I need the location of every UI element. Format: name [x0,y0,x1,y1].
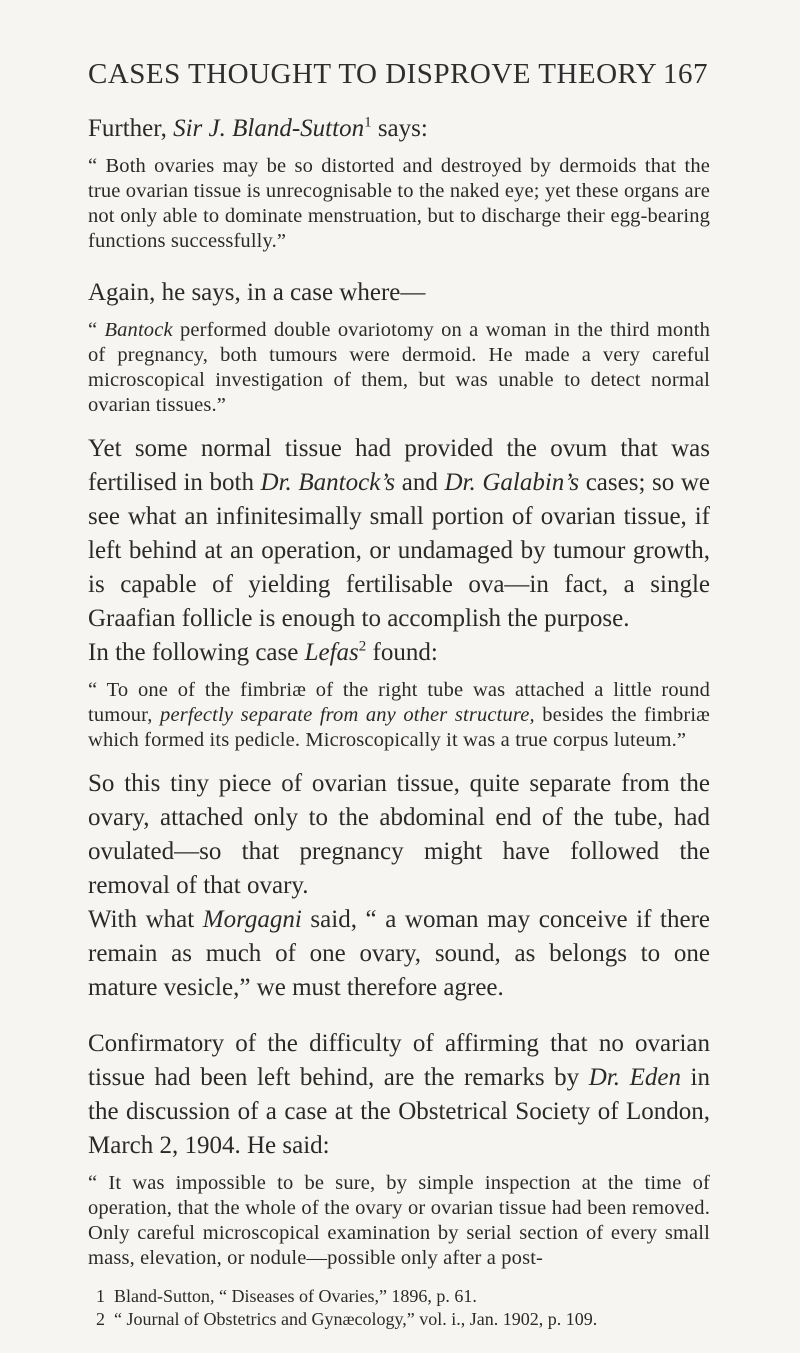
quote-1: “ Both ovaries may be so distorted and destroyed by dermoids that the true ovarian tissue is unrecognisable to the naked eye; yet these organs are not only able to dominate menstruation, but to discharge their egg-bearing functions successfully.” [88,155,710,252]
footnote-ref-1: 1 [364,114,372,131]
paragraph-5: So this tiny piece of ovarian tissue, quite separate from the ovary, attached only to the abdominal end of the tube, had ovulated—so that pregnancy might have followed the removal of that ovary. [88,770,710,899]
footnote-2: 2 “ Journal of Obstetrics and Gynæcology,” vol. i., Jan. 1902, p. 109. [96,1309,598,1329]
footnote-1: 1 Bland-Sutton, “ Diseases of Ovaries,” 1896, p. 61. [96,1286,477,1306]
footnotes [88,1285,710,1331]
paragraph-6: With what Morgagni said, “ a woman may conceive if there remain as much of one ovary, sound, as belongs to one mature vesicle,” we must therefore agree. [88,906,710,1001]
footnote-ref-2: 2 [358,638,367,655]
paragraph-3: Yet some normal tissue had provided the ovum that was fertilised in both Dr. Bantock’s and Dr. Galabin’s cases; so we see what an infinitesimally small portion of ovarian tissue, if left behind at an operation, or undamaged by tumour growth, is capable of yielding fertilisable ova—in fact, a single Graafian follicle is enough to accomplish the purpose. [88,435,710,632]
quote-3: “ To one of the fimbriæ of the right tube was attached a little round tumour, perfectly separate from any other structure, besides the fimbriæ which formed its pedicle. Microscopically it was a true corpus luteum.” [88,679,710,751]
quote-4: “ It was impossible to be sure, by simple inspection at the time of operation, that the whole of the ovary or ovarian tissue had been removed. Only careful microscopical examination by serial section of every small mass, elevation, or nodule—possible only after a post- [88,1172,710,1269]
page-body [88,112,710,1331]
page-number: 167 [663,58,708,90]
running-header [88,58,708,91]
paragraph-4: In the following case Lefas$^2$ found: [88,638,438,666]
paragraph-2: Again, he says, in a case where— [88,279,426,306]
paragraph-1: Further, Sir J. Bland-Sutton$^1$ says: [88,114,428,142]
paragraph-7: Confirmatory of the difficulty of affirming that no ovarian tissue had been left behind, are the remarks by Dr. Eden in the discussion of a case at the Obstetrical Society of London, March 2, 1904. He said: [88,1030,711,1159]
quote-2: “ Bantock performed double ovariotomy on a woman in the third month of pregnancy, both tumours were dermoid. He made a very careful microscopical investigation of them, but was unable to detect normal ovarian tissues.” [88,319,710,416]
author-name: Sir J. Bland-Sutton [173,115,365,142]
chapter-title: CASES THOUGHT TO DISPROVE THEORY [88,58,658,90]
